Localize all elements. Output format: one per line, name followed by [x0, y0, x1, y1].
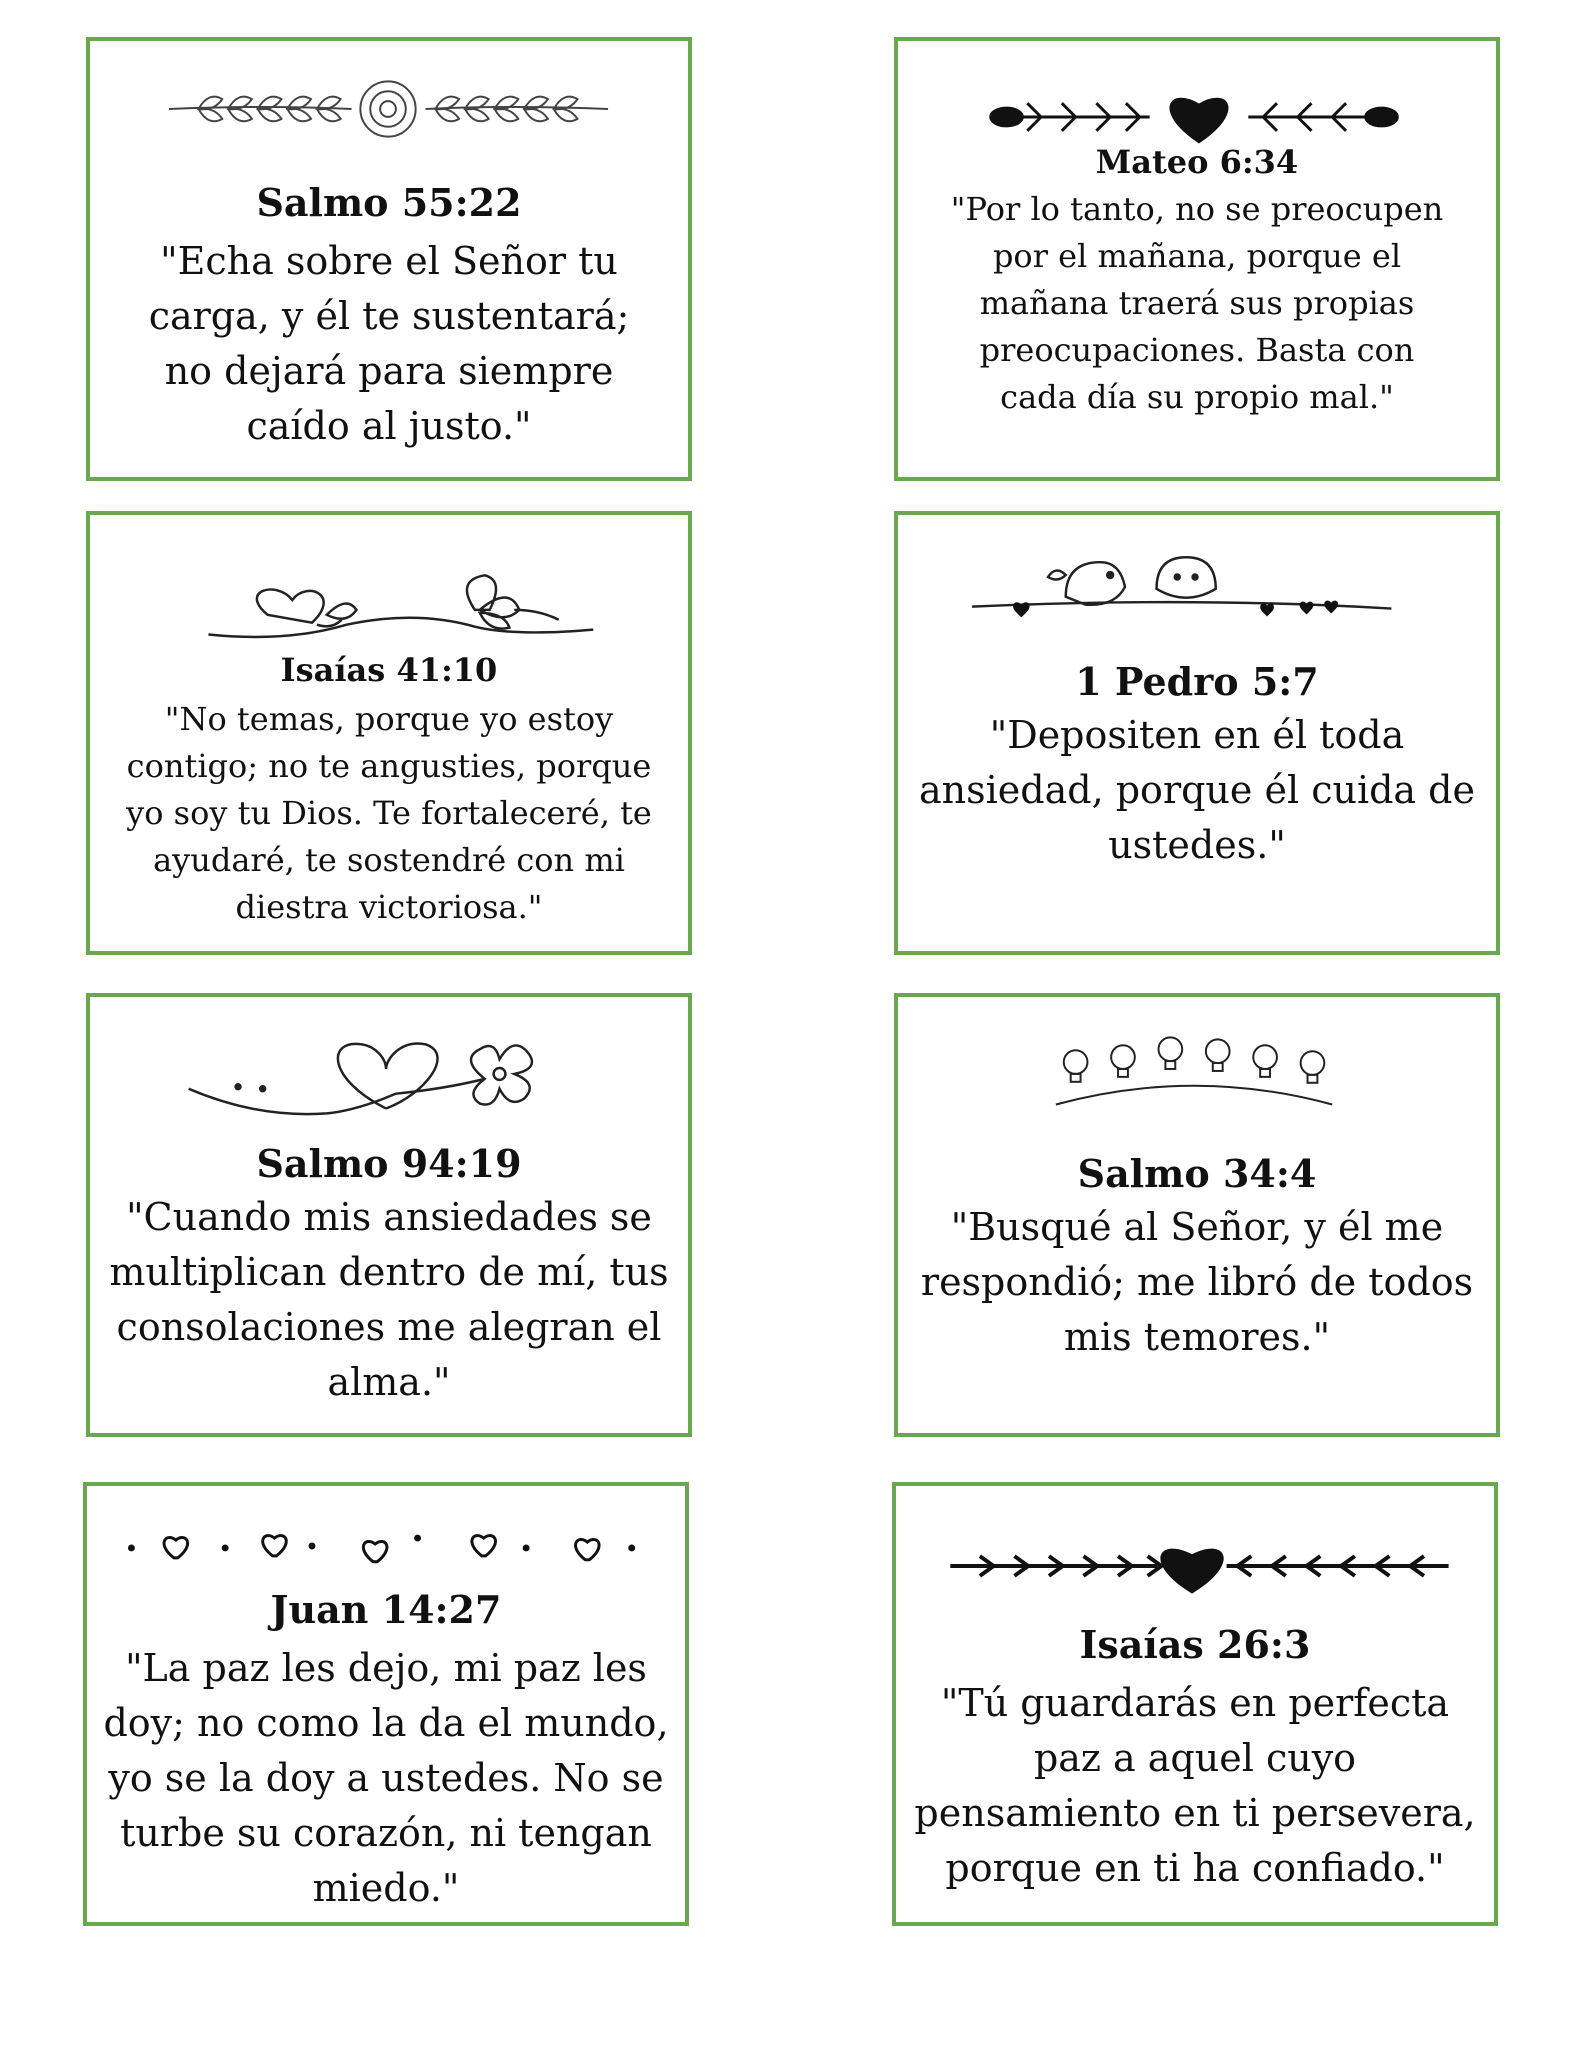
verse-text	[912, 1200, 1482, 1365]
verse-reference: Juan 14:27	[270, 1587, 502, 1632]
verse-line: mis temores."	[1063, 1315, 1331, 1359]
verse-line: caído al justo."	[246, 404, 532, 448]
verse-text	[96, 1190, 682, 1410]
verse-reference: Salmo 34:4	[1077, 1151, 1317, 1196]
verse-card-isaias-41-10	[86, 511, 692, 955]
verse-line: carga, y él te sustentará;	[148, 294, 630, 338]
verse-line: preocupaciones. Basta con	[979, 331, 1415, 369]
verse-line: por el mañana, porque el	[992, 237, 1402, 275]
verse-line: miedo."	[312, 1866, 460, 1910]
verse-line: doy; no como la da el mundo,	[103, 1701, 669, 1745]
verse-card-salmo-34-4	[894, 993, 1500, 1437]
verse-text	[912, 186, 1482, 421]
verse-line: yo se la doy a ustedes. No se	[108, 1756, 664, 1800]
verse-line: respondió; me libró de todos	[920, 1260, 1474, 1304]
verse-line: consolaciones me alegran el	[116, 1305, 662, 1349]
verse-line: diestra victoriosa."	[235, 888, 543, 926]
verse-line: no dejará para siempre	[164, 349, 614, 393]
verse-line: paz a aquel cuyo	[1033, 1736, 1357, 1780]
verse-reference: Isaías 41:10	[280, 651, 498, 689]
verse-text	[912, 708, 1482, 873]
verse-text	[93, 1641, 679, 1916]
verse-card-mateo-6-34	[894, 37, 1500, 481]
verse-line: pensamiento en ti persevera,	[914, 1791, 1476, 1835]
arrows-and-heart-icon	[896, 1536, 1494, 1596]
verse-line: alma."	[327, 1360, 451, 1404]
verse-line: contigo; no te angusties, porque	[126, 747, 652, 785]
light-bulbs-string-icon	[898, 1017, 1496, 1117]
dots-and-hearts-icon	[87, 1516, 685, 1576]
verse-reference: Salmo 55:22	[256, 180, 522, 225]
verse-line: "La paz les dejo, mi paz les	[125, 1646, 647, 1690]
leaves-and-heart-icon	[898, 87, 1496, 147]
verse-line: ustedes."	[1108, 823, 1286, 867]
verse-line: "Busqué al Señor, y él me	[950, 1205, 1444, 1249]
verse-reference: Salmo 94:19	[256, 1141, 522, 1186]
verse-reference: Isaías 26:3	[1079, 1622, 1311, 1667]
verse-line: mañana traerá sus propias	[979, 284, 1415, 322]
birds-on-wire-icon	[898, 537, 1496, 617]
verse-reference: Mateo 6:34	[1095, 143, 1299, 181]
verse-line: porque en ti ha confiado."	[945, 1846, 1445, 1890]
verse-line: "Por lo tanto, no se preocupen	[950, 190, 1444, 228]
verse-line: yo soy tu Dios. Te fortaleceré, te	[126, 794, 652, 832]
heart-and-butterfly-icon	[90, 555, 688, 645]
verse-line: "Cuando mis ansiedades se	[126, 1195, 652, 1239]
verse-line: ayudaré, te sostendré con mi	[153, 841, 625, 879]
verse-text	[96, 696, 682, 931]
verse-line: multiplican dentro de mí, tus	[109, 1250, 669, 1294]
verse-line: "No temas, porque yo estoy	[164, 700, 614, 738]
verse-text	[910, 1676, 1480, 1896]
verse-line: ansiedad, porque él cuida de	[919, 768, 1475, 812]
verse-card-isaias-26-3	[892, 1482, 1498, 1926]
verse-reference: 1 Pedro 5:7	[1075, 659, 1319, 704]
verse-card-1-pedro-5-7	[894, 511, 1500, 955]
verse-card-juan-14-27	[83, 1482, 689, 1926]
verse-card-salmo-94-19	[86, 993, 692, 1437]
verse-line: "Tú guardarás en perfecta	[940, 1681, 1450, 1725]
verse-line: turbe su corazón, ni tengan	[120, 1811, 652, 1855]
verse-card-salmo-55-22	[86, 37, 692, 481]
verse-line: "Echa sobre el Señor tu	[160, 239, 618, 283]
verse-text	[104, 234, 674, 454]
verse-line: cada día su propio mal."	[1000, 378, 1394, 416]
verse-line: "Depositen en él toda	[989, 713, 1405, 757]
heart-and-flower-doodle-icon	[90, 1019, 688, 1119]
floral-branch-with-rose-icon	[90, 67, 688, 147]
